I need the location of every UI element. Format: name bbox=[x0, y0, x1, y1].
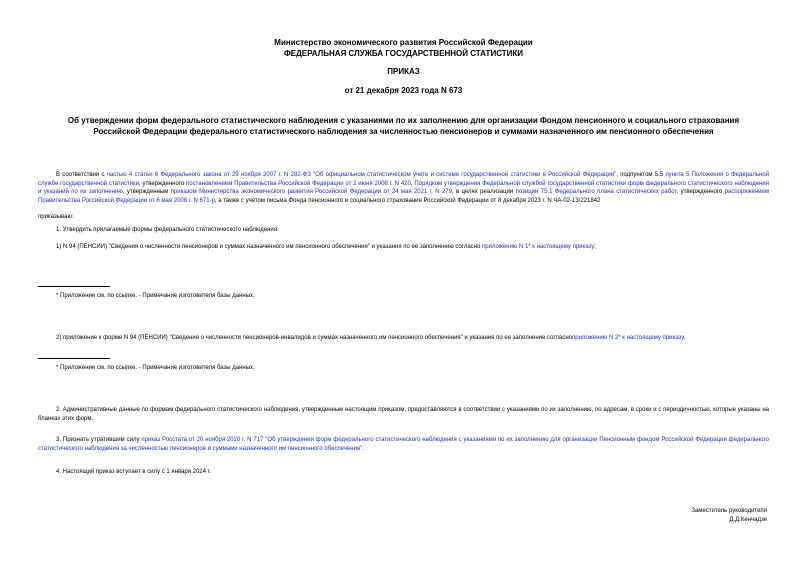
item-3 bbox=[38, 436, 769, 453]
item-1-2-text: 2) приложение к форме N 94 (ПЕНСИИ) "Сведения о численности пенсионеров-инвалидов и суммах назначенного им пенсионного обеспечения" и указания по ее заполнение согласно bbox=[56, 335, 572, 341]
issuer-block bbox=[0, 38, 807, 59]
service-name: ФЕДЕРАЛЬНАЯ СЛУЖБА ГОСУДАРСТВЕННОЙ СТАТИСТИКИ bbox=[283, 48, 524, 58]
preamble-text: , bbox=[410, 180, 415, 187]
item-1-1-text: 1) N 94 (ПЕНСИИ) "Сведения о численности пенсионеров и суммах назначенного им пенсионного обеспечения" и указания по ее заполнению согласно bbox=[56, 244, 482, 250]
preamble-text: , в целях реализации bbox=[451, 189, 516, 196]
preamble-text: , утвержденного bbox=[138, 180, 187, 187]
item-1-2-end: . bbox=[683, 335, 686, 341]
preamble-paragraph bbox=[38, 171, 769, 205]
item-3-text: 3. Признать утратившим силу bbox=[56, 437, 142, 443]
link-ministry-order[interactable]: приказом Министерства экономического развития Российской Федерации от 24 мая 2021 г. N 279 bbox=[170, 189, 452, 196]
document-date: от 21 декабря 2023 года N 673 bbox=[344, 86, 463, 95]
link-appendix-2[interactable]: приложению N 2* к настоящему приказу bbox=[571, 335, 684, 341]
footnote-2: * Приложение см. по ссылке. - Примечание изготовителя базы данных. bbox=[56, 365, 255, 371]
link-approval-procedure[interactable]: Порядком утверждения Федеральной службой государственной статистики форм федерального статистического наблюдения и указаний по их заполнению bbox=[38, 180, 769, 196]
item-1-1-end: ; bbox=[594, 244, 596, 250]
document-type: ПРИКАЗ bbox=[387, 67, 420, 76]
item-2: 2. Административные данные по формам федерального статистического наблюдения, утвержденным настоящим приказом, предоставляются в соответствии с указаниями по их заполнению, по адресам, в сроки и с периодичностью, которые указаны на бланках этих форм. bbox=[38, 407, 769, 422]
item-4: 4. Настоящий приказ вступает в силу с 1 января 2024 г. bbox=[56, 469, 211, 475]
footnote-divider bbox=[38, 286, 110, 287]
footnote-1: * Приложение см. по ссылке. - Примечание изготовителя базы данных. bbox=[56, 293, 255, 299]
ministry-name: Министерство экономического развития Российской Федерации bbox=[274, 38, 533, 47]
link-federal-plan[interactable]: позиции 75.1 Федерального плана статистических работ bbox=[515, 189, 677, 196]
item-1-2 bbox=[38, 334, 769, 343]
preamble-text: , утвержденного bbox=[676, 189, 725, 196]
orders-line: приказываю: bbox=[38, 214, 74, 220]
item-3-end: . bbox=[362, 445, 364, 452]
signatory-position: Заместитель руководителя bbox=[691, 508, 767, 514]
preamble-text: , подпунктом 5.5 bbox=[616, 172, 666, 178]
signatory-name: Д.Д.Кенчадзе bbox=[729, 516, 767, 523]
preamble-text: В соответствии с bbox=[56, 172, 107, 178]
link-regulation-rosstat[interactable]: пункта 5 Положения о Федеральной службе государственной статистики bbox=[38, 172, 769, 187]
link-federal-law[interactable]: частью 4 статьи 6 Федерального закона от 29 ноября 2007 г. N 282-ФЗ "Об официальном статистическом учете и системе государственной статистики в Российской Федерации" bbox=[106, 172, 617, 178]
preamble-text: , а также с учетом письма Фонда пенсионного и социального страхования Российской Федерации от 8 декабря 2023 г. N ЧА-02-13/221842 bbox=[214, 197, 601, 204]
link-government-order[interactable]: распоряжением Правительства Российской Федерации от 6 мая 2008 г. N 671-р bbox=[38, 189, 769, 204]
item-1: 1. Утвердить прилагаемые формы федерального статистического наблюдения: bbox=[56, 227, 279, 233]
item-1-1 bbox=[56, 243, 769, 252]
document-title: Об утверждении форм федерального статистического наблюдения с указаниями по их заполнению для организации Фондом пенсионного и социального страхования Российской Федерации федерального статистического наблюдения за численностью пенсионеров и суммами назначенного им пенсионного обеспечения bbox=[67, 116, 740, 136]
link-government-decree[interactable]: постановлением Правительства Российской Федерации от 2 июня 2008 г. N 420 bbox=[186, 180, 411, 187]
signature-block bbox=[691, 507, 767, 524]
link-appendix-1[interactable]: приложению N 1* к настоящему приказу bbox=[482, 244, 595, 250]
link-rosstat-order-717[interactable]: приказ Росстата от 20 ноября 2020 г. N 717 "Об утверждении форм федерального статистического наблюдения с указаниями по их заполнению для организации Пенсионным фондом Российской Федерации федерального статистического наблюдения за численностью пенсионеров и суммами назначенного им пенсионного обеспечения" bbox=[38, 437, 769, 452]
footnote-divider bbox=[38, 358, 110, 359]
preamble-text: , утвержденным bbox=[122, 189, 171, 196]
